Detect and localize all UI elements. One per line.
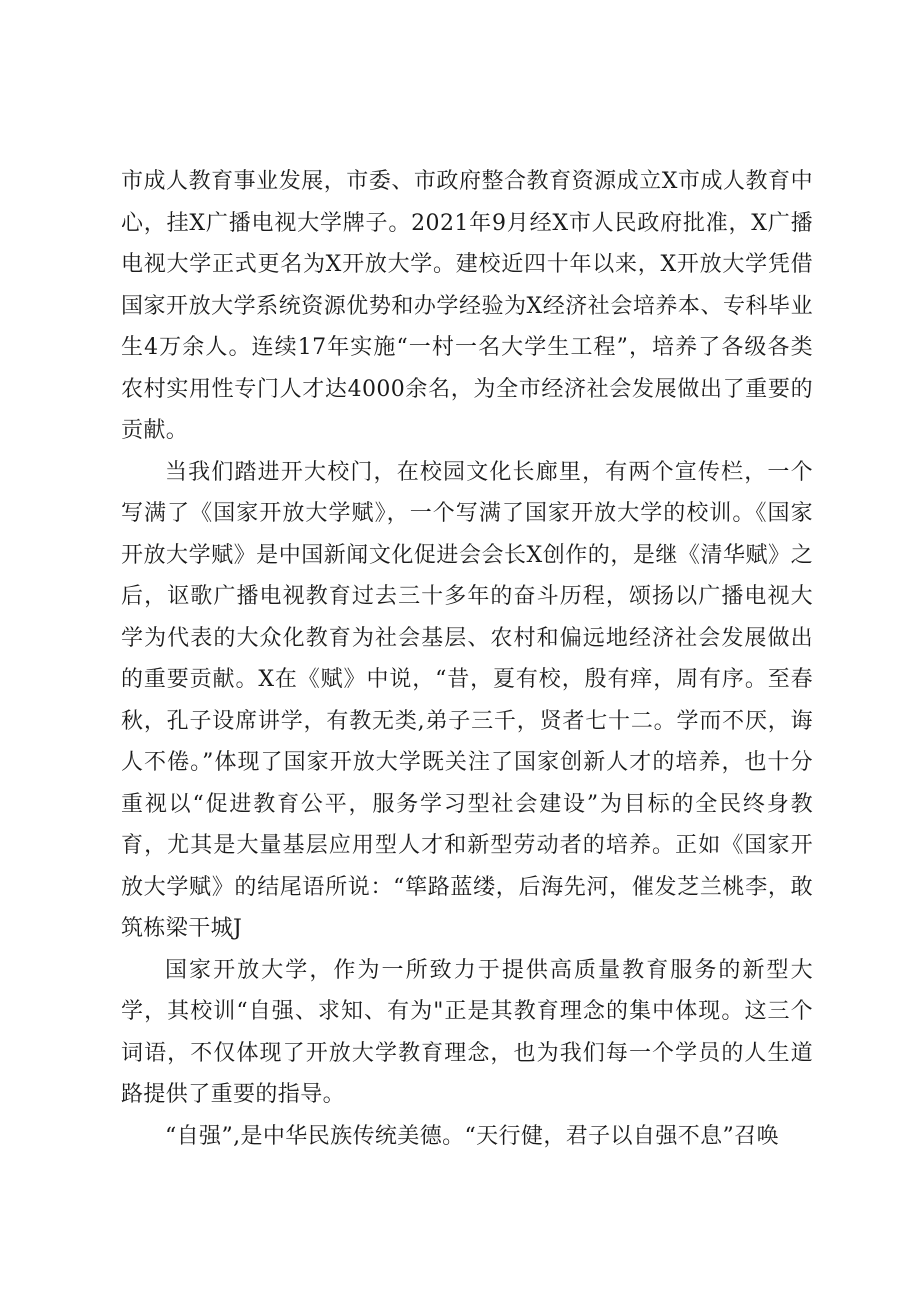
paragraph-self-improvement: “自强”,是中华民族传统美德。“天行健，君子以自强不息”召唤 <box>165 1123 779 1149</box>
paragraph-campus-culture: 当我们踏进开大校门，在校园文化长廊里，有两个宣传栏，一个写满了《国家开放大学赋》，一个写满了国家开放大学的校训。《国家开放大学赋》是中国新闻文化促进会会长X创作的，是继《清华赋》之后，讴歌广播电视教育过去三十多年的奋斗历程，颂扬以广播电视大学为代表的大众化教育为社会基层、农村和偏远地经济社会发展做出的重要贡献。X在《赋》中说，“昔，夏有校，殷有痒，周有序。至春秋，孔子设席讲学，有教无类,弟子三千，贤者七十二。学而不厌，诲人不倦。”体现了国家开放大学既关注了国家创新人才的培养，也十分重视以“促进教育公平，服务学习型社会建设”为目标的全民终身教育，尤其是大量基层应用型人才和新型劳动者的培养。正如《国家开放大学赋》的结尾语所说：“筚路蓝缕，后海先河，催发芝兰桃李，敢筑栋梁干城J <box>121 459 813 941</box>
document-body <box>121 161 813 1157</box>
paragraph-continuation: 市成人教育事业发展，市委、市政府整合教育资源成立X市成人教育中心，挂X广播电视大学牌子。2021年9月经X市人民政府批准，X广播电视大学正式更名为X开放大学。建校近四十年以来，X开放大学凭借国家开放大学系统资源优势和办学经验为X经济社会培养本、专科毕业生4万余人。连续17年实施“一村一名大学生工程”，培养了各级各类农村实用性专门人才达4000余名，为全市经济社会发展做出了重要的贡献。 <box>121 169 813 443</box>
paragraph-school-motto: 国家开放大学，作为一所致力于提供高质量教育服务的新型大学，其校训“自强、求知、有为"正是其教育理念的集中体现。这三个词语，不仅体现了开放大学教育理念，也为我们每一个学员的人生道路提供了重要的指导。 <box>121 957 813 1107</box>
